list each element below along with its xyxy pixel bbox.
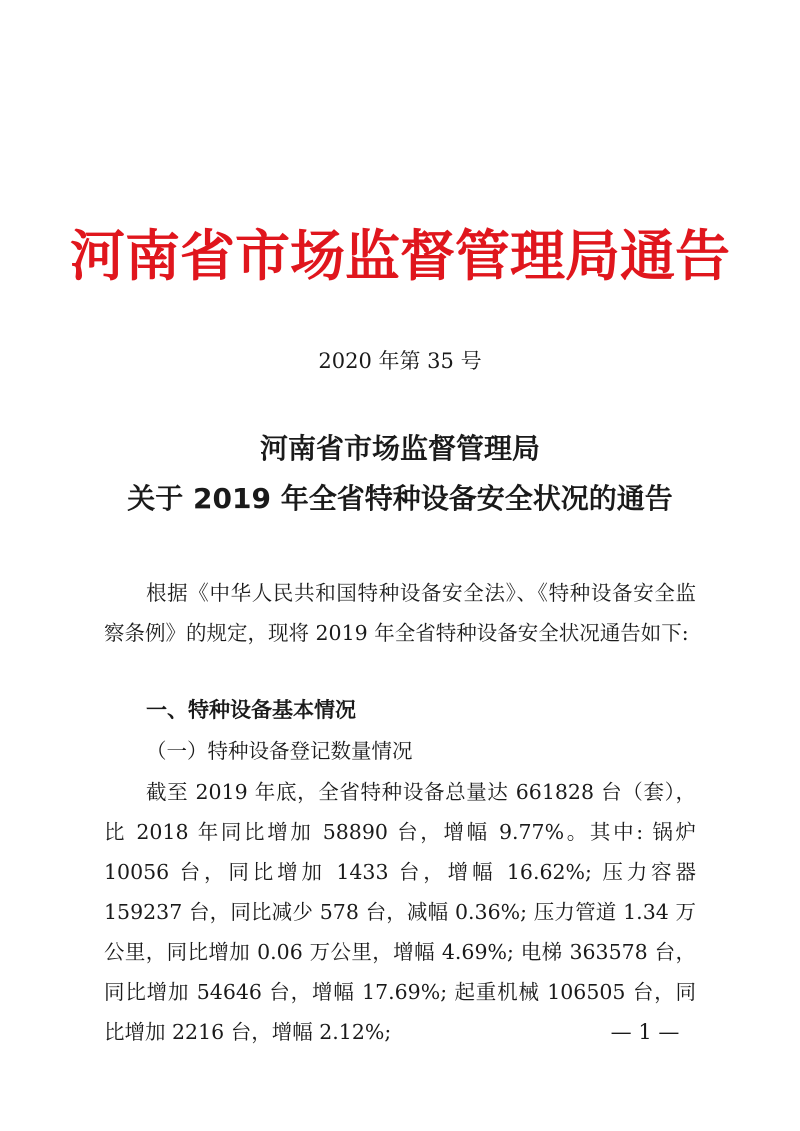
title-line-subject: 关于 2019 年全省特种设备安全状况的通告 — [127, 482, 673, 515]
document-header-title: 河南省市场监督管理局通告 — [69, 223, 730, 288]
document-number: 2020 年第 35 号 — [318, 349, 482, 373]
subsection-heading: （一）特种设备登记数量情况 — [146, 739, 413, 763]
section-heading: 一、特种设备基本情况 — [146, 698, 356, 722]
document-title — [0, 424, 800, 524]
title-line-issuer: 河南省市场监督管理局 — [259, 432, 540, 465]
page-number: — 1 — — [610, 1020, 680, 1044]
body-paragraph: 截至 2019 年底，全省特种设备总量达 661828 台（套），比 2018 年同比增加 58890 台，增幅 9.77%。其中: 锅炉 10056 台，同比增加 1433 台，增幅 16.62%; 压力容器 159237 台，同比减少 578 台，减幅 0.36%; 压力管道 1.34 万公里，同比增加 0.06 万公里，增幅 4.69%; 电梯 363578 台，同比增加 54646 台，增幅 17.69%; 起重机械 106505 台，同比增加 2216 台，增幅 2.12%; — [104, 780, 696, 1044]
intro-paragraph: 根据《中华人民共和国特种设备安全法》、《特种设备安全监察条例》的规定，现将 2019 年全省特种设备安全状况通告如下: — [104, 581, 696, 645]
